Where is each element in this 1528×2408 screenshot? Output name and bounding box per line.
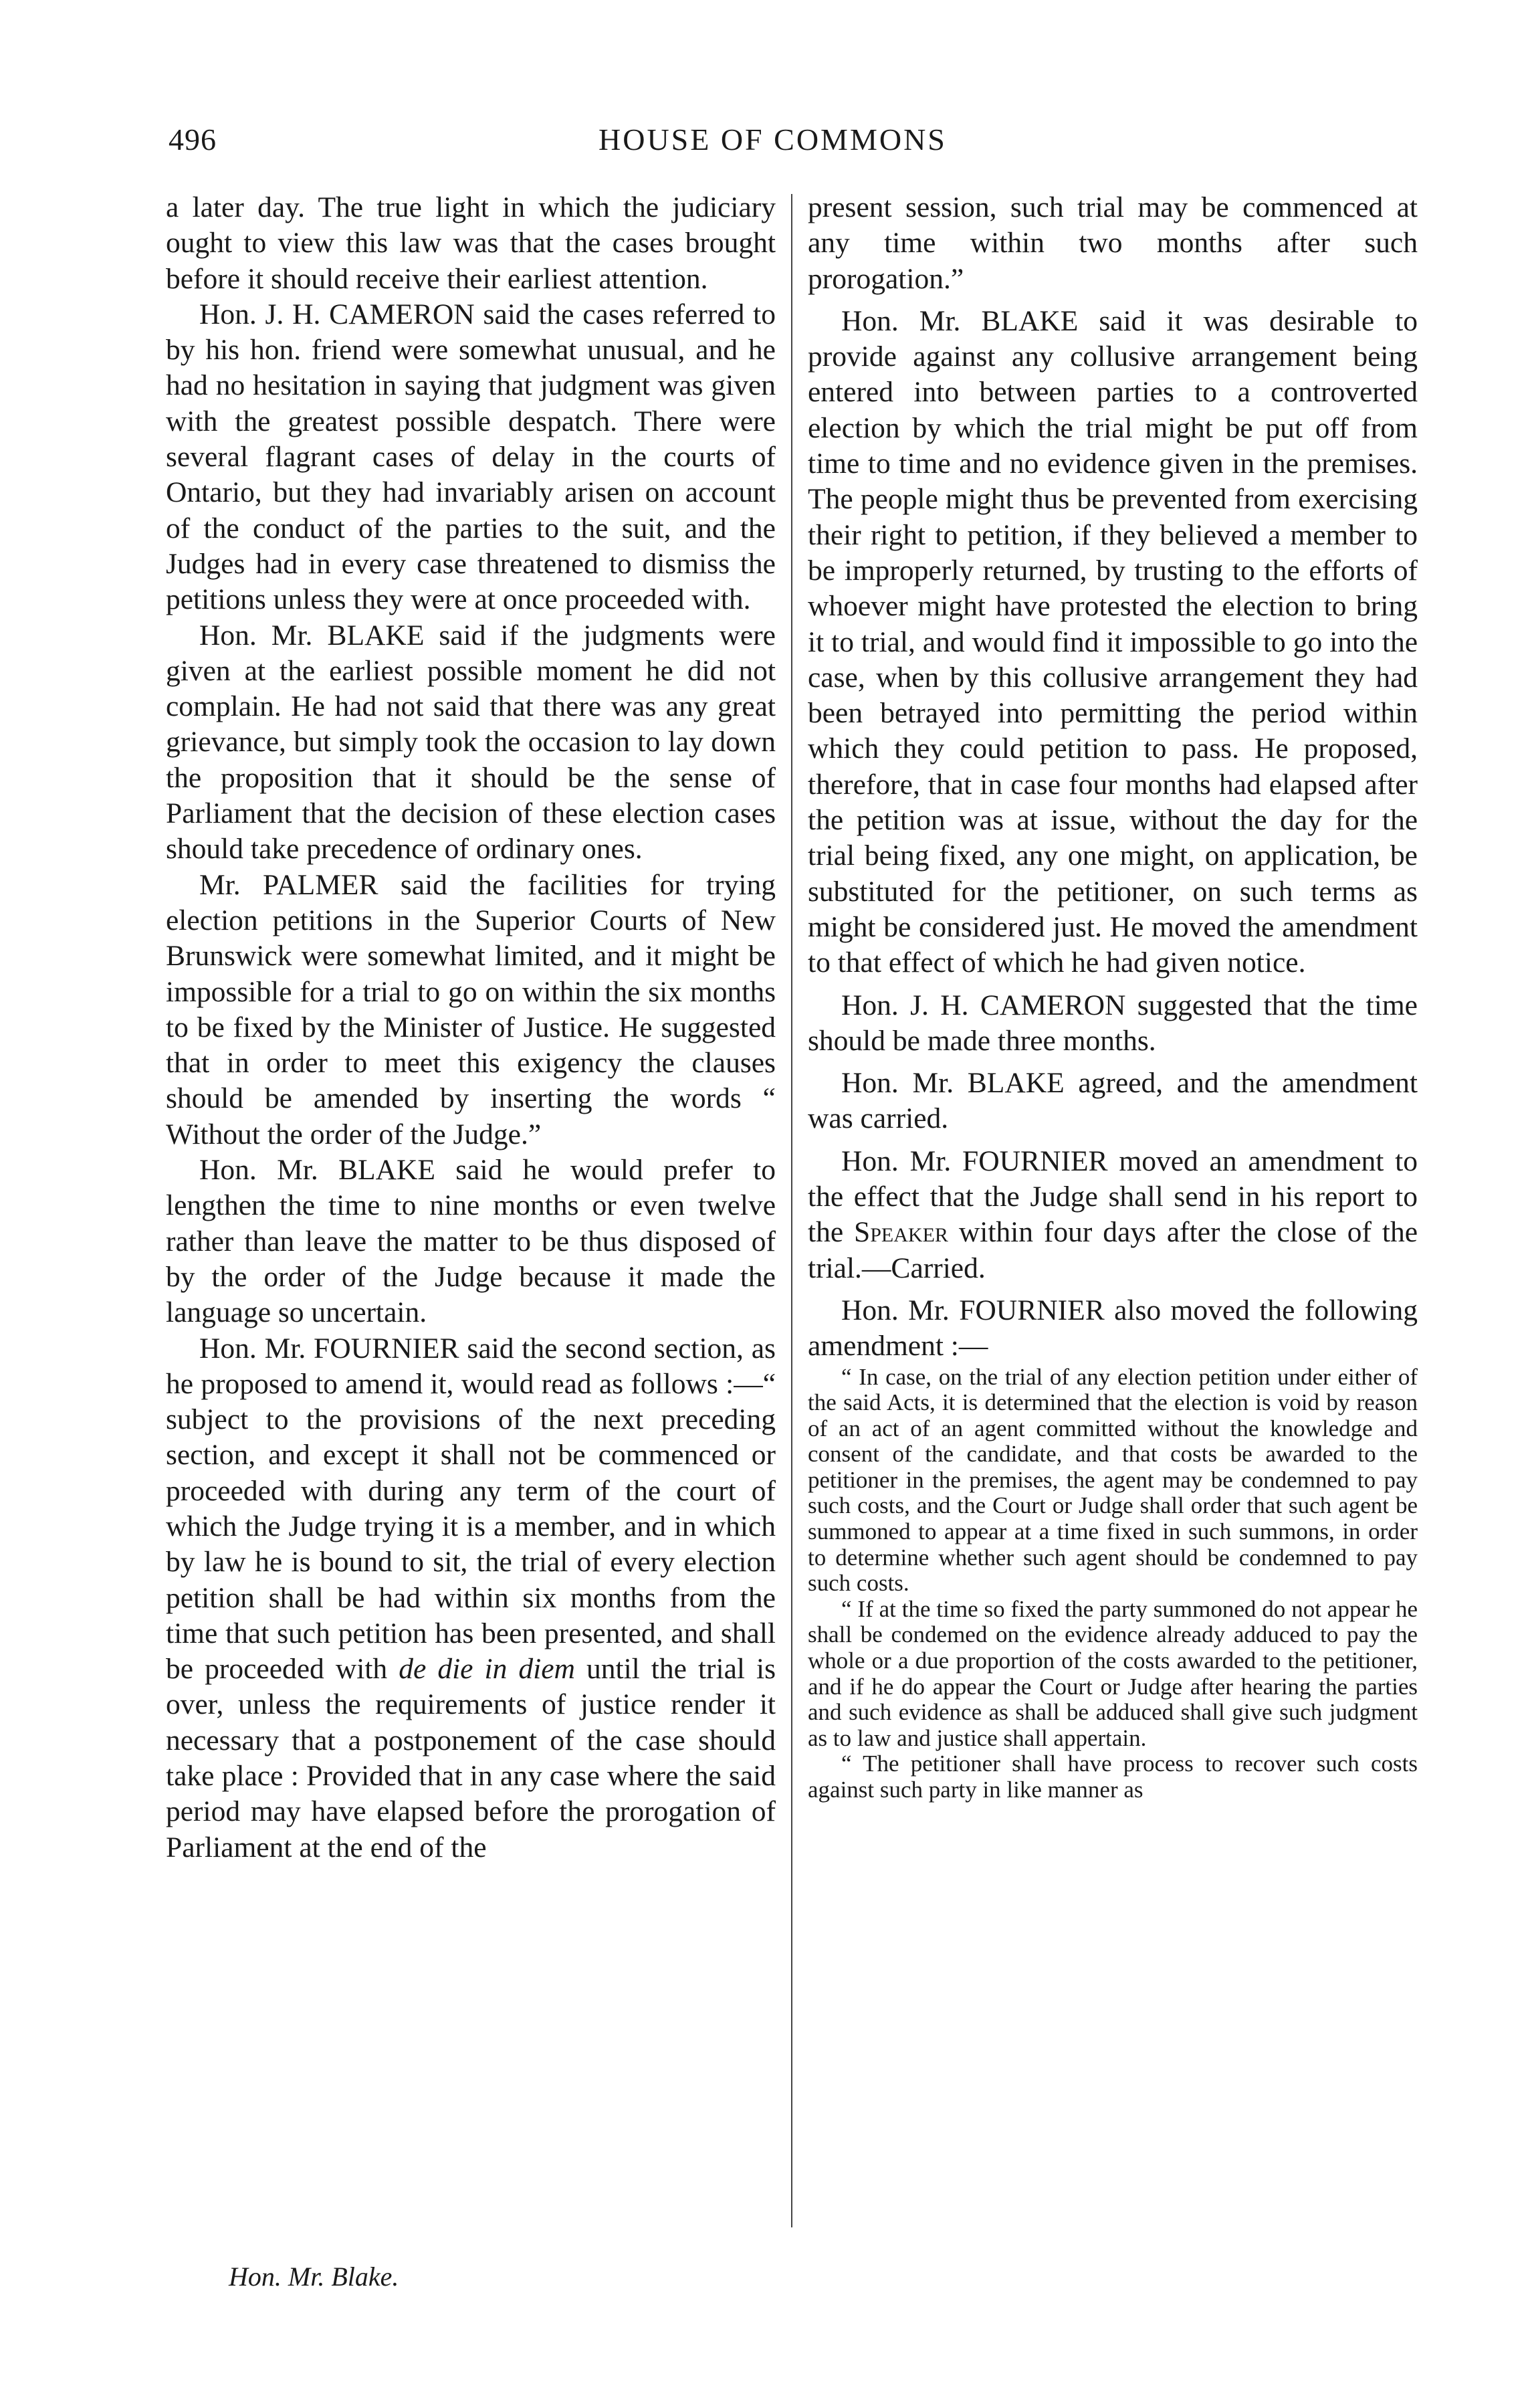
page-number: 496 xyxy=(169,122,217,157)
right-column xyxy=(808,190,1418,2257)
paragraph-cameron-suggestion: Hon. J. H. CAMERON suggested that the time should be made three months. xyxy=(808,989,1418,1057)
quoted-amendment: “ In case, on the trial of any election petition under either of the said Acts, it is determined that the election is void by reason of an act of an agent committed without the knowledge and consent of the candidate, and that costs be awarded to the petitioner in the premises, the agent may be condemned to pay such costs, and the Court or Judge shall order that such agent be summoned to appear at a time fixed in such summons, in order to determine whether such agent should be condemned to pay such costs. xyxy=(808,1363,1418,1597)
quoted-amendment: “ The petitioner shall have process to recover such costs against such party in like manner as xyxy=(808,1750,1418,1803)
paragraph: present session, such trial may be commenced at any time within two months after such prorogation.” xyxy=(808,191,1418,295)
column-divider xyxy=(791,194,792,2227)
paragraph-fournier xyxy=(166,1331,776,1866)
paragraph-blake: Hon. Mr. BLAKE said if the judgments were given at the earliest possible moment he did not complain. He had not said that there was any great grievance, but simply took the occasion to lay down the proposition that it should be the sense of Parliament that the decision of these election cases should take precedence of ordinary ones. xyxy=(166,619,776,866)
paragraph-blake-agreed: Hon. Mr. BLAKE agreed, and the amendment was carried. xyxy=(808,1067,1418,1135)
paragraph-fournier-text-end: until the trial is over, unless the requirements of justice render it necessary that a postponement of the case should take place : Provided that in any case where the said period may have elapsed before the prorogation of Parliament at the end of the xyxy=(166,1653,776,1864)
paragraph-blake-amendment: Hon. Mr. BLAKE said it was desirable to provide against any collusive arrangement being entered into between parties to a controverted election by which the trial might be put off from time to time and no evidence given in the premises. The people might thus be prevented from exercising their right to petition, if they believed a member to be improperly returned, by trusting to the efforts of whoever might have protested the election to bring it to trial, and would find it impossible to go into the case, when by this collusive arrangement they had been betrayed into permitting the period within which they could petition to pass. He proposed, therefore, that in case four months had elapsed after the petition was at issue, without the day for the trial being fixed, any one might, on application, be substituted for the petitioner, on such terms as might be considered just. He moved the amendment to that effect of which he had given notice. xyxy=(808,304,1418,979)
paragraph-palmer: Mr. PALMER said the facilities for trying election petitions in the Superior Courts of New Brunswick were somewhat limited, and it might be impossible for a trial to go on within the six months to be fixed by the Minister of Justice. He suggested that in order to meet this exigency the clauses should be amended by inserting the words “ Without the order of the Judge.” xyxy=(166,868,776,1150)
paragraph-fournier-report xyxy=(808,1144,1418,1286)
paragraph-fournier-report-text: Hon. Mr. FOURNIER moved an amendment to the effect that the Judge shall send in his report to the xyxy=(808,1144,1418,1249)
paragraph: a later day. The true light in which the judiciary ought to view this law was that the cases brought before it should receive their earliest attention. xyxy=(166,191,776,295)
catchword: Hon. Mr. Blake. xyxy=(229,2262,399,2292)
paragraph-fournier-also: Hon. Mr. FOURNIER also moved the following amendment :— xyxy=(808,1294,1418,1363)
latin-phrase: de die in diem xyxy=(399,1653,575,1686)
running-head: HOUSE OF COMMONS xyxy=(598,122,947,157)
paragraph-cameron: Hon. J. H. CAMERON said the cases referred to by his hon. friend were somewhat unusual, and he had no hesitation in saying that judgment was given with the greatest possible despatch. There were several flagrant cases of delay in the courts of Ontario, but they had invariably arisen on account of the conduct of the parties to the suit, and the Judges had in every case threatened to dismiss the petitions unless they were at once proceeded with. xyxy=(166,298,776,616)
paragraph-fournier-report-end: within four days after the close of the trial.—Carried. xyxy=(808,1216,1418,1284)
quoted-amendment: “ If at the time so fixed the party summoned do not appear he shall be condemed on the evidence already adduced to pay the whole or a due proportion of the costs awarded to the petitioner, and if he do appear the Court or Judge after hearing the parties and such evidence as shall be adduced shall give such judgment as to law and justice shall appertain. xyxy=(808,1595,1418,1751)
paragraph-fournier-text: Hon. Mr. FOURNIER said the second section, as he proposed to amend it, would read as follows :—“ subject to the provisions of the next preceding section, and except it shall not be commenced or proceeded with during any term of the court of which the Judge trying it is a member, and in which by law he is bound to sit, the trial of every election petition shall be had within six months from the time that such petition has been presented, and shall be proceeded with xyxy=(166,1332,776,1686)
speaker-title: Speaker xyxy=(854,1216,948,1249)
paragraph-blake-reply: Hon. Mr. BLAKE said he would prefer to lengthen the time to nine months or even twelve rather than leave the matter to be thus disposed of by the order of the Judge because it made the language so uncertain. xyxy=(166,1154,776,1329)
left-column xyxy=(166,190,776,2257)
